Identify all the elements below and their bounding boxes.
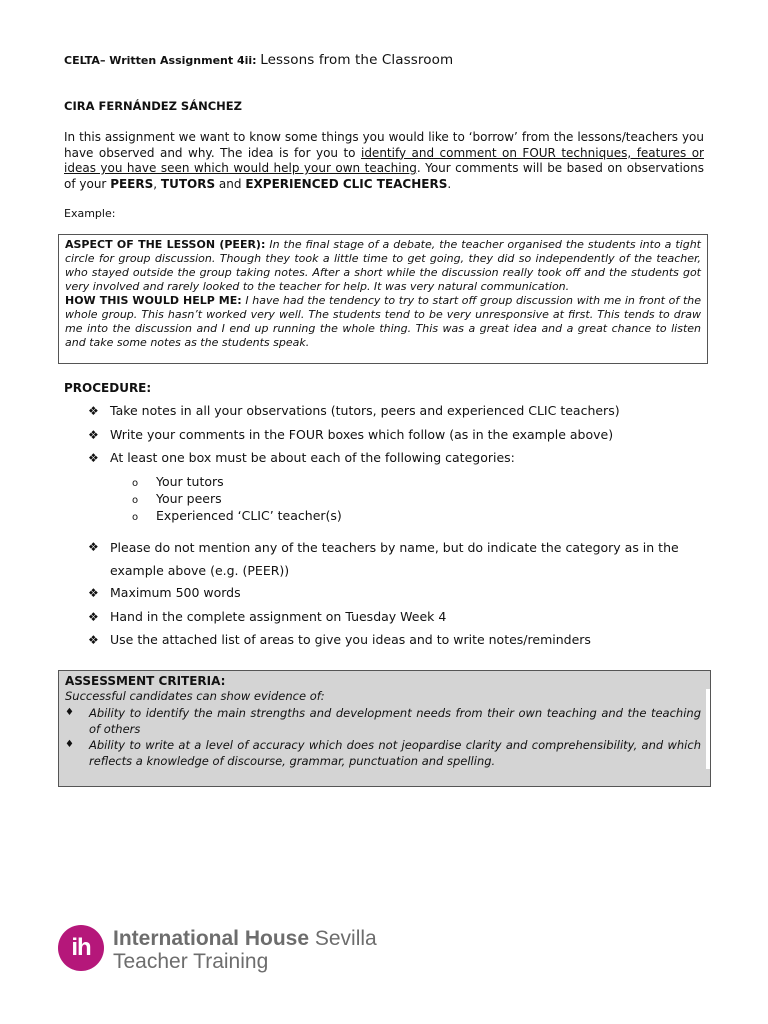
help-label: HOW THIS WOULD HELP ME: (65, 294, 242, 307)
intro-text-1: In this assignment we want to know some things you would like to ‘borrow’ from the lessons/teachers you have observed and why. The idea is for you to (64, 130, 704, 160)
diamond-bullet-icon: ❖ (88, 404, 99, 418)
diamond-bullet-icon: ❖ (88, 540, 99, 554)
circle-bullet-icon: o (132, 478, 139, 489)
sub-item-text: Your tutors (156, 474, 224, 489)
aspect-label: ASPECT OF THE LESSON (PEER): (65, 238, 266, 251)
help-text: I have had the tendency to try to start off group discussion with me in front of the whole group. This hasn’t worked very well. The students tend to be very unresponsive at first. This tends to draw me into the discussion and I end up running the whole thing. This was a great idea and a great chance to listen and take some notes as the students speak. (65, 294, 701, 349)
list-item-text: Write your comments in the FOUR boxes which follow (as in the example above) (110, 427, 614, 442)
diamond-bullet-icon: ❖ (88, 451, 99, 465)
example-label: Example: (64, 207, 116, 220)
intro-underlined-text: identify and comment on FOUR techniques, features or ideas you have seen which would help your own teaching (64, 145, 704, 175)
sub-list-item (132, 491, 222, 506)
logo-brand-name: International House (113, 927, 310, 950)
intro-experienced: EXPERIENCED CLIC TEACHERS (245, 176, 448, 191)
criteria-text: Ability to write at a level of accuracy which does not jeopardise clarity and comprehensibility, and which reflects a knowledge of discourse, grammar, punctuation and spelling. (89, 738, 701, 768)
criteria-item (65, 737, 701, 769)
sub-item-text: Your peers (156, 491, 222, 506)
criteria-text: Ability to identify the main strengths and development needs from their own teaching and the teaching of others (89, 706, 701, 736)
list-item-text: Use the attached list of areas to give you ideas and to write notes/reminders (110, 632, 591, 647)
circle-bullet-icon: o (132, 495, 139, 506)
intro-end: . (447, 176, 452, 191)
assessment-criteria-box (58, 670, 711, 787)
intro-text-2: . Your comments will be based on observations of your (64, 161, 704, 191)
criteria-item (65, 705, 701, 737)
intro-comma: , (153, 176, 161, 191)
diamond-icon: ♦ (65, 739, 74, 750)
diamond-icon: ♦ (65, 707, 74, 718)
example-box (58, 234, 708, 364)
list-item-text: Maximum 500 words (110, 585, 241, 600)
diamond-bullet-icon: ❖ (88, 610, 99, 624)
diamond-bullet-icon: ❖ (88, 428, 99, 442)
intro-peers: PEERS (110, 176, 154, 191)
sub-list-item (132, 474, 224, 489)
course-label: CELTA– Written Assignment 4ii: (64, 54, 257, 67)
list-item (88, 427, 613, 442)
list-item (88, 536, 708, 582)
list-item (88, 450, 515, 465)
list-item-text: Take notes in all your observations (tutors, peers and experienced CLIC teachers) (110, 403, 620, 418)
list-item (88, 609, 446, 624)
assessment-title: ASSESSMENT CRITERIA: (65, 674, 226, 688)
logo-line-1 (113, 927, 377, 951)
course-subtitle: Lessons from the Classroom (260, 52, 454, 68)
circle-bullet-icon: o (132, 512, 139, 523)
list-item (88, 585, 241, 600)
list-item-text: Hand in the complete assignment on Tuesday Week 4 (110, 609, 447, 624)
list-item-text: At least one box must be about each of the following categories: (110, 450, 515, 465)
intro-and: and (215, 176, 246, 191)
assignment-title (64, 52, 453, 68)
sub-item-text: Experienced ‘CLIC’ teacher(s) (156, 508, 342, 523)
list-item (88, 632, 591, 647)
logo-city: Sevilla (309, 927, 377, 950)
sub-list-item (132, 508, 342, 523)
aspect-text: In the final stage of a debate, the teacher organised the students into a tight circle for group discussion. Though they took a little time to get going, they did so independently of the teacher, who stayed outside the group taking notes. After a short while the discussion really took off and the students got very involved and rarely looked to the teacher for help. It was very natural communication. (65, 238, 701, 293)
procedure-title: PROCEDURE: (64, 381, 152, 395)
ih-logo-mark: ih (58, 925, 104, 971)
diamond-bullet-icon: ❖ (88, 586, 99, 600)
diamond-bullet-icon: ❖ (88, 633, 99, 647)
list-item (88, 403, 620, 418)
list-item-text: Please do not mention any of the teachers by name, but do indicate the category as in the example above (e.g. (PEER)) (110, 540, 679, 578)
author-name: CIRA FERNÁNDEZ SÁNCHEZ (64, 99, 243, 113)
logo-line-2: Teacher Training (113, 950, 269, 973)
box-edge-divider (706, 689, 710, 769)
intro-paragraph (64, 130, 704, 192)
assessment-subtitle: Successful candidates can show evidence of: (65, 689, 325, 703)
intro-tutors: TUTORS (160, 176, 216, 191)
